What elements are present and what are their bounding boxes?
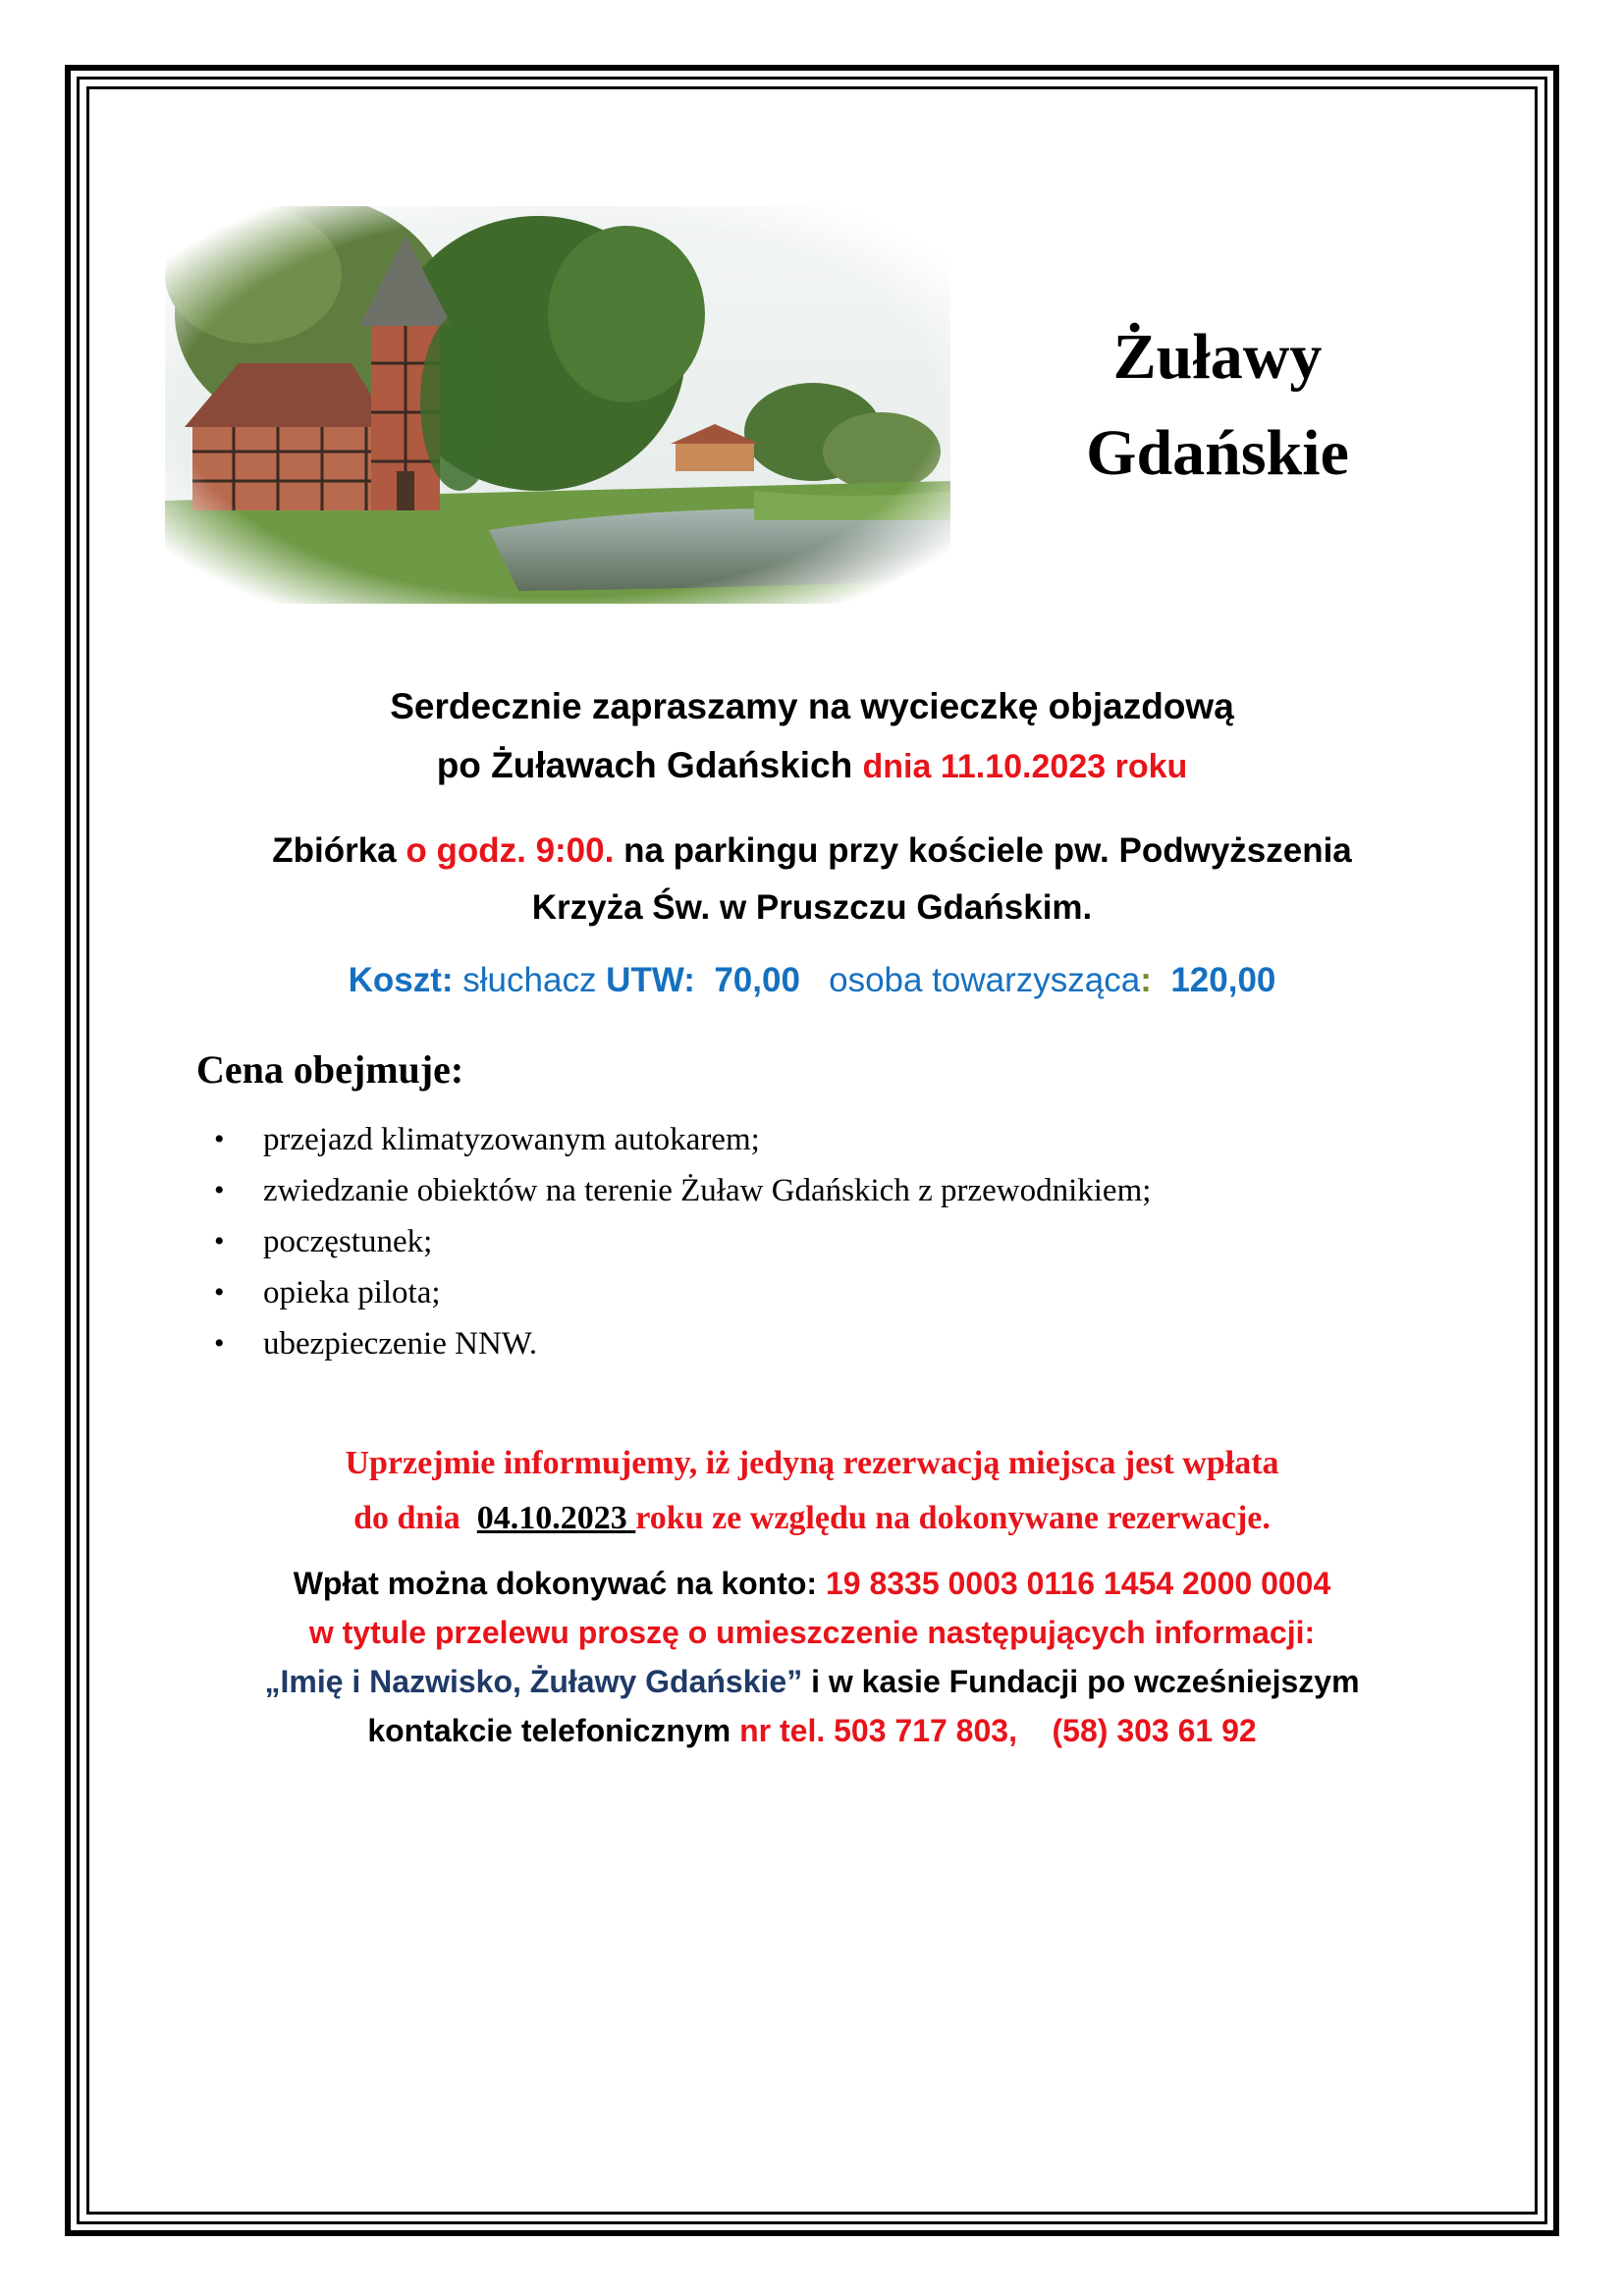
companion-price: 120,00 (1170, 961, 1276, 999)
notice-line-2 (128, 1491, 1496, 1546)
phone-numbers: nr tel. 503 717 803, (58) 303 61 92 (739, 1713, 1257, 1748)
notice-prefix: do dnia (353, 1500, 460, 1536)
cost-label: Koszt: (348, 961, 454, 999)
meeting-label: Zbiórka (272, 831, 397, 870)
student-label: słuchacz (462, 961, 597, 999)
payment-info (128, 1559, 1496, 1755)
payment-line-4 (128, 1706, 1496, 1755)
student-price: 70,00 (714, 961, 800, 999)
invitation-place: po Żuławach Gdańskich (436, 745, 853, 785)
list-item: • przejazd klimatyzowanym autokarem; (206, 1114, 1151, 1165)
list-item: • ubezpieczenie NNW. (206, 1318, 1151, 1369)
page-title (982, 309, 1453, 502)
list-item: • zwiedzanie obiektów na terenie Żuław Gdańskich z przewodnikiem; (206, 1165, 1151, 1216)
payment-line-1 (128, 1559, 1496, 1608)
account-label: Wpłat można dokonywać na konto: (293, 1566, 818, 1601)
invitation-line-1: Serdecznie zapraszamy na wycieczkę objazdową (390, 686, 1234, 726)
account-number: 19 8335 0003 0116 1454 2000 0004 (825, 1566, 1331, 1601)
title-line-2: Gdańskie (1086, 417, 1349, 489)
cost-info (128, 957, 1496, 1004)
meeting-time: o godz. 9:00. (406, 831, 615, 870)
notice-suffix: roku ze względu na dokonywane rezerwacje. (635, 1500, 1271, 1536)
meeting-info (128, 823, 1496, 936)
notice-line-1: Uprzejmie informujemy, iż jedyną rezerwacją miejsca jest wpłata (345, 1445, 1279, 1481)
list-item: • poczęstunek; (206, 1216, 1151, 1267)
transfer-instruction: w tytule przelewu proszę o umieszczenie następujących informacji: (308, 1615, 1316, 1650)
meeting-place-1: na parkingu przy kościele pw. Podwyższenia (623, 831, 1352, 870)
payment-line-3 (128, 1657, 1496, 1706)
companion-colon: : (1140, 961, 1152, 999)
church-by-river-photo (165, 206, 950, 604)
companion-label: osoba towarzysząca (829, 961, 1141, 999)
list-item: • opieka pilota; (206, 1267, 1151, 1318)
transfer-title-info: „Imię i Nazwisko, Żuławy Gdańskie” (264, 1664, 803, 1699)
trip-date: dnia 11.10.2023 roku (862, 748, 1188, 785)
meeting-line-1 (128, 823, 1496, 880)
invitation-line-2 (128, 736, 1496, 796)
meeting-place-2: Krzyża Św. w Pruszczu Gdańskim. (531, 888, 1093, 927)
utw-label: UTW: (606, 961, 695, 999)
includes-heading: Cena obejmuje: (196, 1047, 464, 1092)
cash-desk-text: i w kasie Fundacji po wcześniejszym (811, 1664, 1360, 1699)
invitation-text (128, 677, 1496, 796)
title-line-1: Żuławy (1112, 321, 1323, 393)
contact-text: kontakcie telefonicznym (367, 1713, 731, 1748)
reservation-notice (128, 1436, 1496, 1546)
payment-deadline: 04.10.2023 (476, 1500, 627, 1536)
includes-list (206, 1114, 1151, 1369)
